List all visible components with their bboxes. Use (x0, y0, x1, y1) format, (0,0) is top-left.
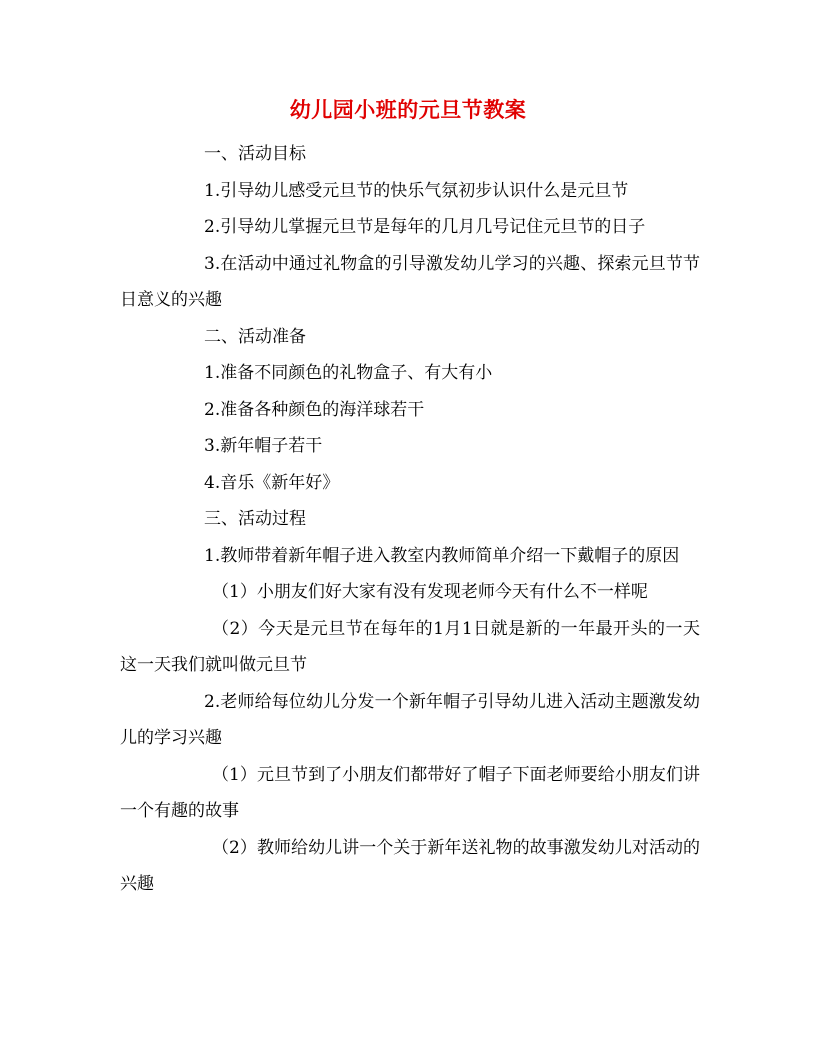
goal-item-3: 3.在活动中通过礼物盒的引导激发幼儿学习的兴趣、探索元旦节节日意义的兴趣 (120, 253, 700, 310)
process-subitem-2-2: （2）教师给幼儿讲一个关于新年送礼物的故事激发幼儿对活动的兴趣 (120, 837, 700, 894)
preparation-item-4: 4.音乐《新年好》 (204, 472, 340, 493)
preparation-item-2: 2.准备各种颜色的海洋球若干 (204, 399, 425, 420)
goal-item-1: 1.引导幼儿感受元旦节的快乐气氛初步认识什么是元旦节 (204, 180, 629, 201)
document-title: 幼儿园小班的元旦节教案 (289, 97, 527, 122)
goal-item-2: 2.引导幼儿掌握元旦节是每年的几月几号记住元旦节的日子 (204, 217, 646, 237)
preparation-item-3: 3.新年帽子若干 (204, 436, 323, 456)
process-subitem-2-1: （1）元旦节到了小朋友们都带好了帽子下面老师要给小朋友们讲一个有趣的故事 (120, 764, 700, 821)
preparation-item-1: 1.准备不同颜色的礼物盒子、有大有小 (204, 363, 493, 383)
section-heading-process: 三、活动过程 (204, 509, 306, 529)
process-subitem-1-2: （2）今天是元旦节在每年的1月1日就是新的一年最开头的一天这一天我们就叫做元旦节 (120, 618, 700, 675)
process-subitem-1-1: （1）小朋友们好大家有没有发现老师今天有什么不一样呢 (212, 582, 648, 602)
section-heading-goals: 一、活动目标 (204, 144, 306, 164)
section-heading-preparation: 二、活动准备 (204, 326, 306, 347)
process-item-2: 2.老师给每位幼儿分发一个新年帽子引导幼儿进入活动主题激发幼儿的学习兴趣 (120, 691, 700, 748)
process-item-1: 1.教师带着新年帽子进入教室内教师简单介绍一下戴帽子的原因 (204, 545, 680, 566)
document-body (120, 136, 700, 903)
